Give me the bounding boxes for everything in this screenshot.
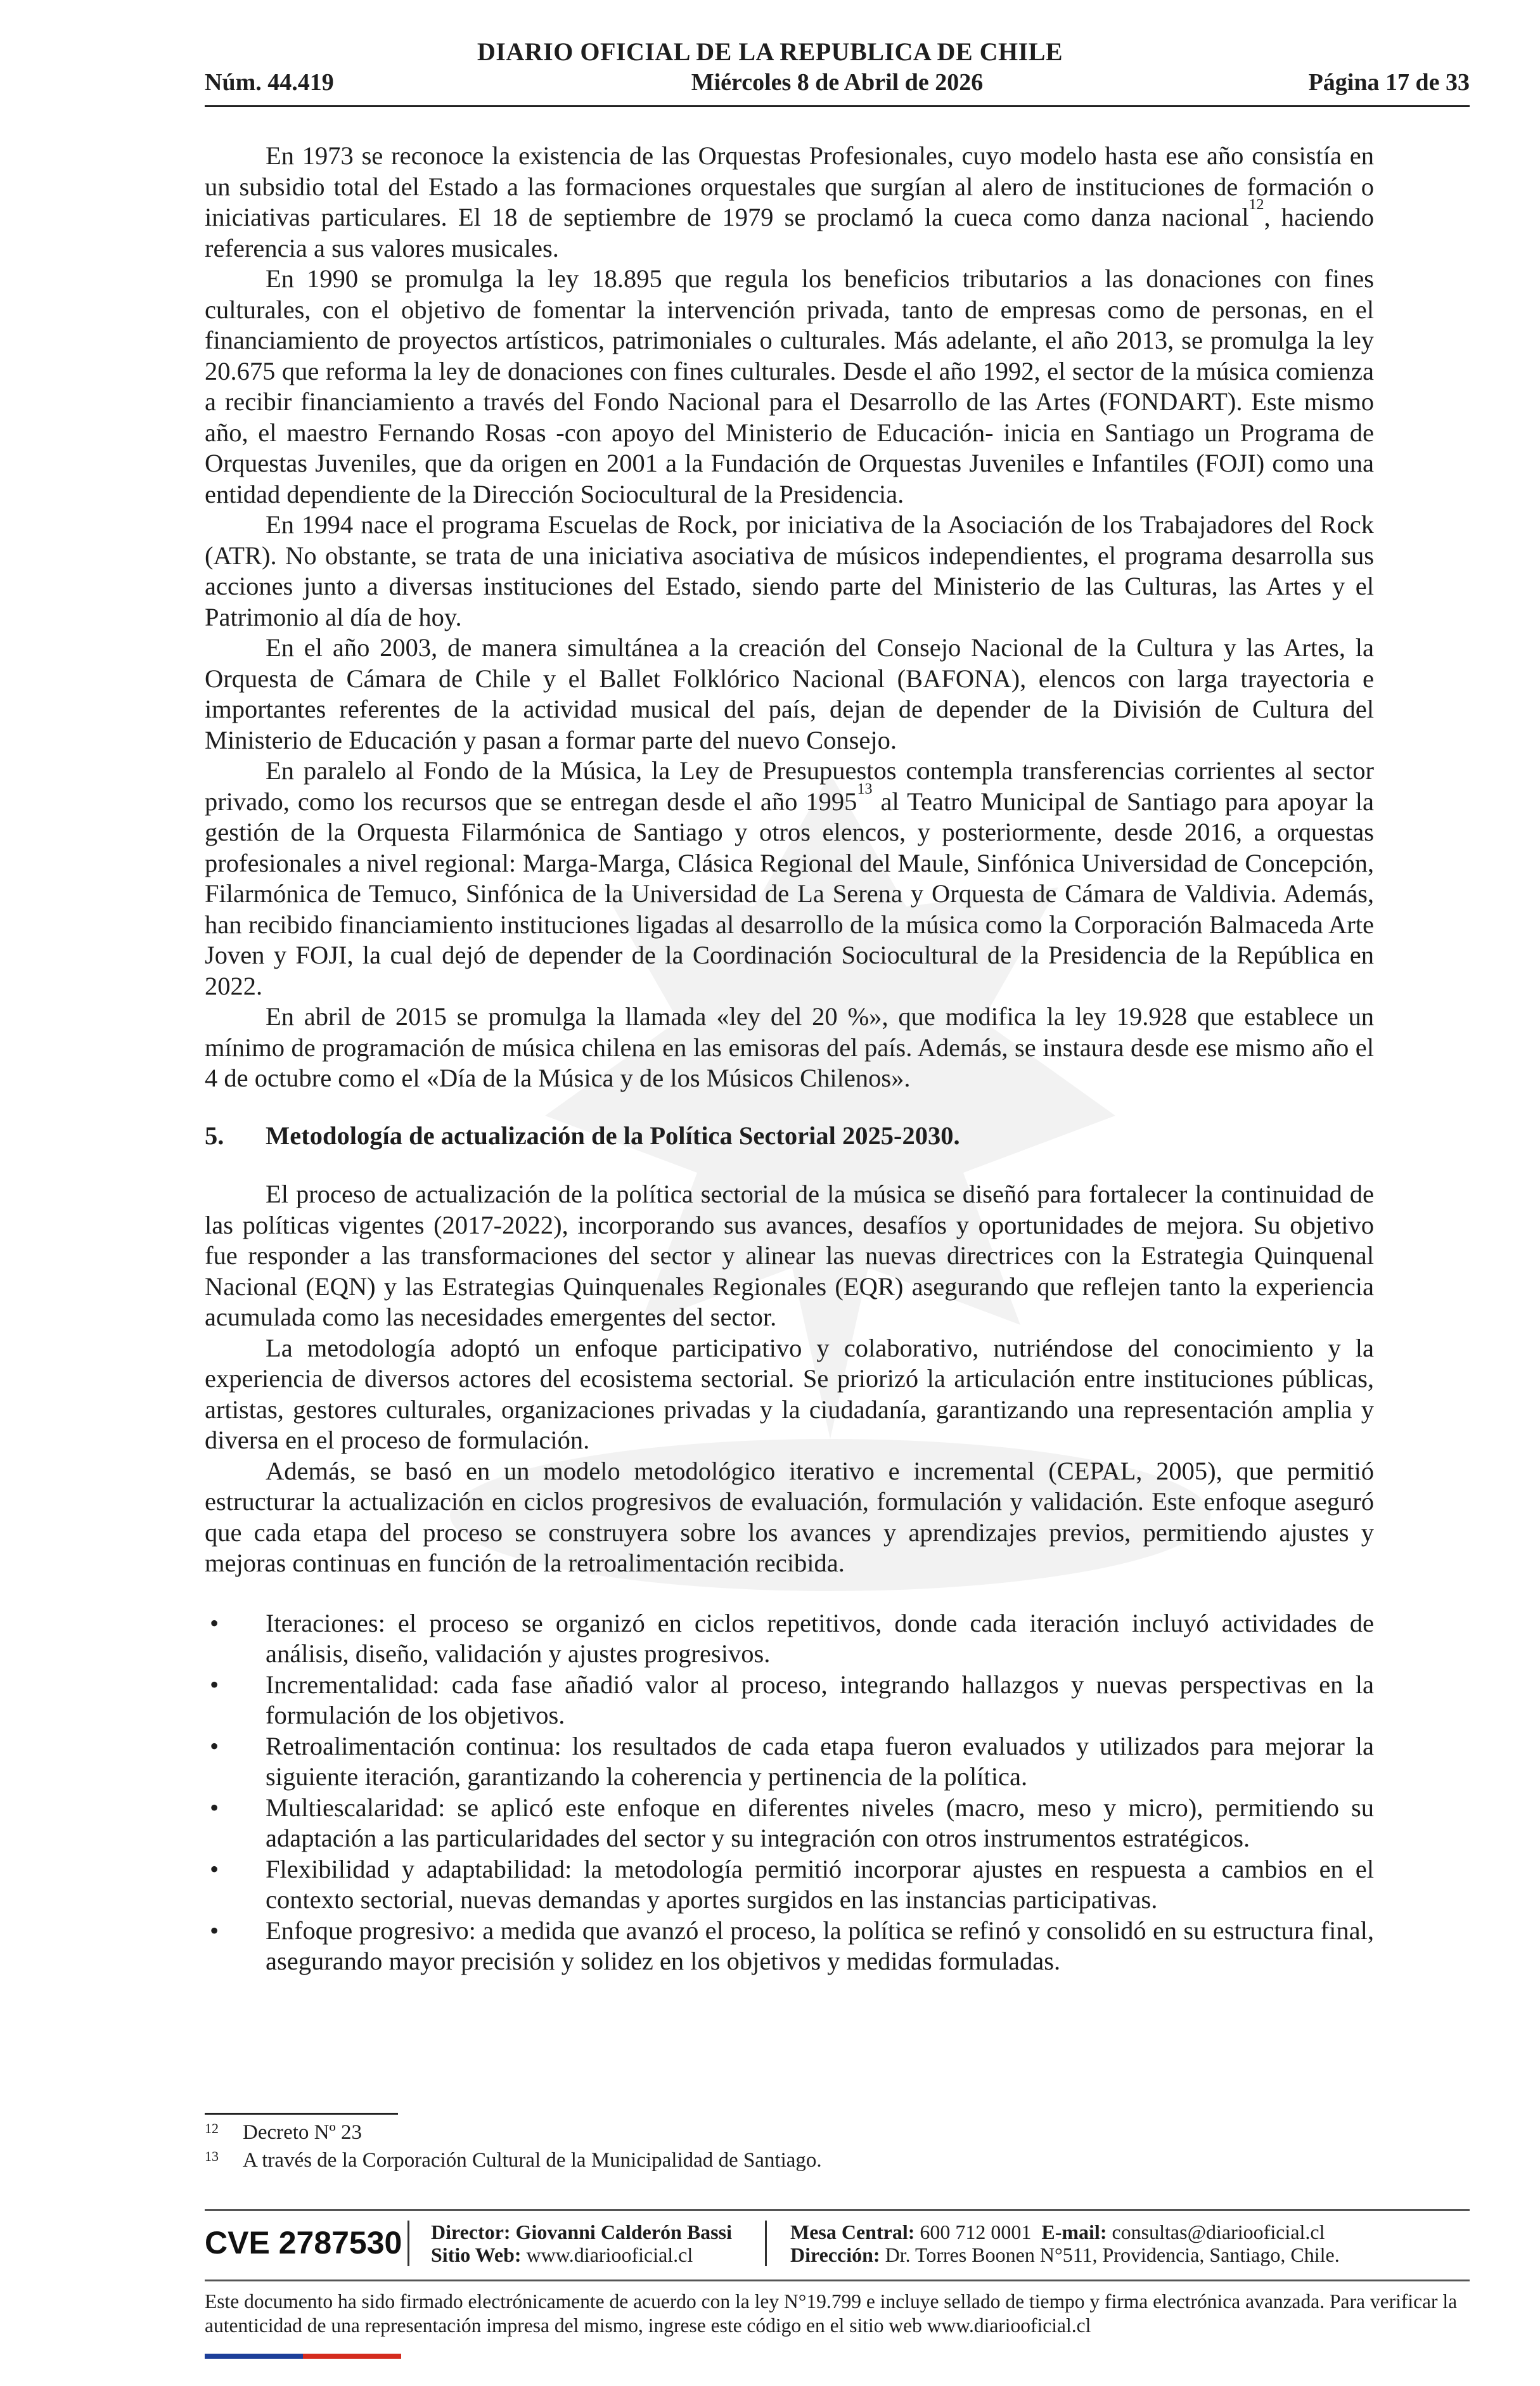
header-row xyxy=(205,68,1470,100)
paragraph: Además, se basó en un modelo metodológico iterativo e incremental (CEPAL, 2005), que permitió estructurar la actualización en ciclos progresivos de evaluación, formulación y validación. Este enfoque aseguró que cada etapa del proceso se construyera sobre los avances y aprendizajes previos, permitiendo ajustes y mejoras continuas en función de la retroalimentación recibida. xyxy=(205,1456,1374,1577)
footer-separator xyxy=(765,2221,767,2266)
list-item: • Multiescalaridad: se aplicó este enfoque en diferentes niveles (macro, meso y micro), permitiendo su adaptación a las particularidades del sector y su integración con otros instrumentos estratégicos. xyxy=(210,1793,1374,1852)
footnote-ref[interactable]: 12 xyxy=(1248,197,1264,213)
article-body xyxy=(205,141,1374,1977)
methodology-list xyxy=(205,1608,1374,1977)
header-divider xyxy=(205,105,1470,107)
footnote: 12 Decreto Nº 23 xyxy=(205,2118,822,2146)
section-title: Metodología de actualización de la Política Sectorial 2025-2030. xyxy=(266,1121,960,1150)
bullet-icon: • xyxy=(210,1608,219,1637)
list-item: • Flexibilidad y adaptabilidad: la metodología permitió incorporar ajustes en respuesta a cambios en el contexto sectorial, nuevas demandas y aportes surgidos en las instancias participativas. xyxy=(210,1854,1374,1914)
footnote: 13 A través de la Corporación Cultural de la Municipalidad de Santiago. xyxy=(205,2146,822,2174)
footnotes xyxy=(205,2118,822,2174)
section-heading xyxy=(205,1121,1374,1152)
issue-date: Miércoles 8 de Abril de 2026 xyxy=(691,69,984,96)
bullet-icon: • xyxy=(210,1854,219,1883)
paragraph: En paralelo al Fondo de la Música, la Ley de Presupuestos contempla transferencias corrientes al sector privado, como los recursos que se entregan desde el año 1995$^{13}$ al Teatro Municipal de Santiago para apoyar la gestión de la Orquesta Filarmónica de Santiago y otros elencos, y posteriormente, desde 2016, a orquestas profesionales a nivel regional: Marga-Marga, Clásica Regional del Maule, Sinfónica Universidad de Concepción, Filarmónica de Temuco, Sinfónica de la Universidad de La Serena y Orquesta de Cámara de Valdivia. Además, han recibido financiamiento instituciones ligadas al desarrollo de la música como la Corporación Balmaceda Arte Joven y FOJI, la cual dejó de depender de la Coordinación Sociocultural de la Presidencia de la República en 2022. xyxy=(205,756,1374,1000)
list-item: • Enfoque progresivo: a medida que avanzó el proceso, la política se refinó y consolidó en su estructura final, asegurando mayor precisión y solidez en los objetivos y medidas formuladas. xyxy=(210,1916,1374,1975)
legal-notice: Este documento ha sido firmado electrónicamente de acuerdo con la ley N°19.799 e incluye sellado de tiempo y firma electrónica avanzada. Para verificar la autenticidad de una representación impresa del mismo, ingrese este código en el sitio web www.diariooficial.cl xyxy=(205,2290,1458,2337)
paragraph: En 1990 se promulga la ley 18.895 que regula los beneficios tributarios a las donaciones con fines culturales, con el objetivo de fomentar la intervención privada, tanto de empresas como de personas, en el financiamiento de proyectos artísticos, patrimoniales o culturales. Más adelante, el año 2013, se promulga la ley 20.675 que reforma la ley de donaciones con fines culturales. Desde el año 1992, el sector de la música comienza a recibir financiamiento a través del Fondo Nacional para el Desarrollo de las Artes (FONDART). Este mismo año, el maestro Fernando Rosas -con apoyo del Ministerio de Educación- inicia en Santiago un Programa de Orquestas Juveniles, que da origen en 2001 a la Fundación de Orquestas Juveniles e Infantiles (FOJI) como una entidad dependiente de la Dirección Sociocultural de la Presidencia. xyxy=(205,264,1374,508)
cve-code: CVE 2787530 xyxy=(205,2225,402,2260)
section-number: 5. xyxy=(205,1121,224,1150)
footnote-mark: 13 xyxy=(205,2148,219,2164)
paragraph: El proceso de actualización de la política sectorial de la música se diseñó para fortalecer la continuidad de las políticas vigentes (2017-2022), incorporando sus avances, desafíos y oportunidades de mejora. Su objetivo fue responder a las transformaciones del sector y alinear las nuevas directrices con la Estrategia Quinquenal Nacional (EQN) y las Estrategias Quinquenales Regionales (EQR) asegurando que reflejen tanto la experiencia acumulada como las necesidades emergentes del sector. xyxy=(205,1180,1374,1331)
bullet-icon: • xyxy=(210,1916,219,1945)
page-number: Página 17 de 33 xyxy=(1308,69,1470,96)
bullet-icon: • xyxy=(210,1670,219,1699)
website-link[interactable]: www.diariooficial.cl xyxy=(526,2243,693,2266)
paragraph: En abril de 2015 se promulga la llamada «ley del 20 %», que modifica la ley 19.928 que establece un mínimo de programación de música chilena en las emisoras del país. Además, se instaura desde ese mismo año el 4 de octubre como el «Día de la Música y de los Músicos Chilenos». xyxy=(205,1002,1374,1092)
bullet-icon: • xyxy=(210,1731,219,1760)
footnote-divider xyxy=(205,2113,398,2115)
flag-red-bar xyxy=(303,2354,401,2359)
bullet-icon: • xyxy=(210,1793,219,1822)
paragraph: La metodología adoptó un enfoque participativo y colaborativo, nutriéndose del conocimiento y la experiencia de diversos actores del ecosistema sectorial. Se priorizó la articulación entre instituciones públicas, artistas, gestores culturales, organizaciones privadas y la ciudadanía, garantizando una representación amplia y diversa en el proceso de formulación. xyxy=(205,1333,1374,1454)
director-name: Giovanni Calderón Bassi xyxy=(515,2221,732,2243)
email-link[interactable]: consultas@diariooficial.cl xyxy=(1112,2221,1325,2243)
address: Dr. Torres Boonen N°511, Providencia, Santiago, Chile. xyxy=(885,2243,1340,2266)
list-item: • Iteraciones: el proceso se organizó en ciclos repetitivos, donde cada iteración incluyó actividades de análisis, diseño, validación y ajustes progresivos. xyxy=(210,1608,1374,1668)
paragraph: En 1994 nace el programa Escuelas de Rock, por iniciativa de la Asociación de los Trabajadores del Rock (ATR). No obstante, se trata de una iniciativa asociativa de músicos independientes, el programa desarrolla sus acciones junto a diversas instituciones del Estado, siendo parte del Ministerio de las Culturas, las Artes y el Patrimonio al día de hoy. xyxy=(205,510,1374,631)
footnote-mark: 12 xyxy=(205,2120,219,2136)
flag-blue-bar xyxy=(205,2354,303,2359)
director-info: Director: Giovanni Calderón Bassi Sitio Web: www.diariooficial.cl xyxy=(431,2221,732,2266)
contact-info: Mesa Central: 600 712 0001 E-mail: consultas@diariooficial.cl Dirección: Dr. Torres Boonen N°511, Providencia, Santiago, Chile. xyxy=(790,2221,1340,2266)
footer-separator xyxy=(407,2221,409,2266)
flag-stripe xyxy=(205,2354,401,2359)
footer-divider xyxy=(205,2209,1470,2211)
publication-title: DIARIO OFICIAL DE LA REPUBLICA DE CHILE xyxy=(477,37,1063,66)
list-item: • Incrementalidad: cada fase añadió valor al proceso, integrando hallazgos y nuevas perspectivas en la formulación de los objetivos. xyxy=(210,1670,1374,1729)
phone-number: 600 712 0001 xyxy=(920,2221,1032,2243)
issue-number: Núm. 44.419 xyxy=(205,69,334,96)
footer-divider xyxy=(205,2280,1470,2281)
paragraph: En 1973 se reconoce la existencia de las Orquestas Profesionales, cuyo modelo hasta ese año consistía en un subsidio total del Estado a las formaciones orquestales que surgían al alero de instituciones de formación o iniciativas particulares. El 18 de septiembre de 1979 se proclamó la cueca como danza nacional$^{12}$, haciendo referencia a sus valores musicales. xyxy=(205,141,1374,262)
paragraph: En el año 2003, de manera simultánea a la creación del Consejo Nacional de la Cultura y las Artes, la Orquesta de Cámara de Chile y el Ballet Folklórico Nacional (BAFONA), elencos con larga trayectoria e importantes referentes de la actividad musical del país, dejan de depender de la División de Cultura del Ministerio de Educación y pasan a formar parte del nuevo Consejo. xyxy=(205,633,1374,754)
list-item: • Retroalimentación continua: los resultados de cada etapa fueron evaluados y utilizados para mejorar la siguiente iteración, garantizando la coherencia y pertinencia de la política. xyxy=(210,1731,1374,1791)
footnote-ref[interactable]: 13 xyxy=(857,780,873,797)
